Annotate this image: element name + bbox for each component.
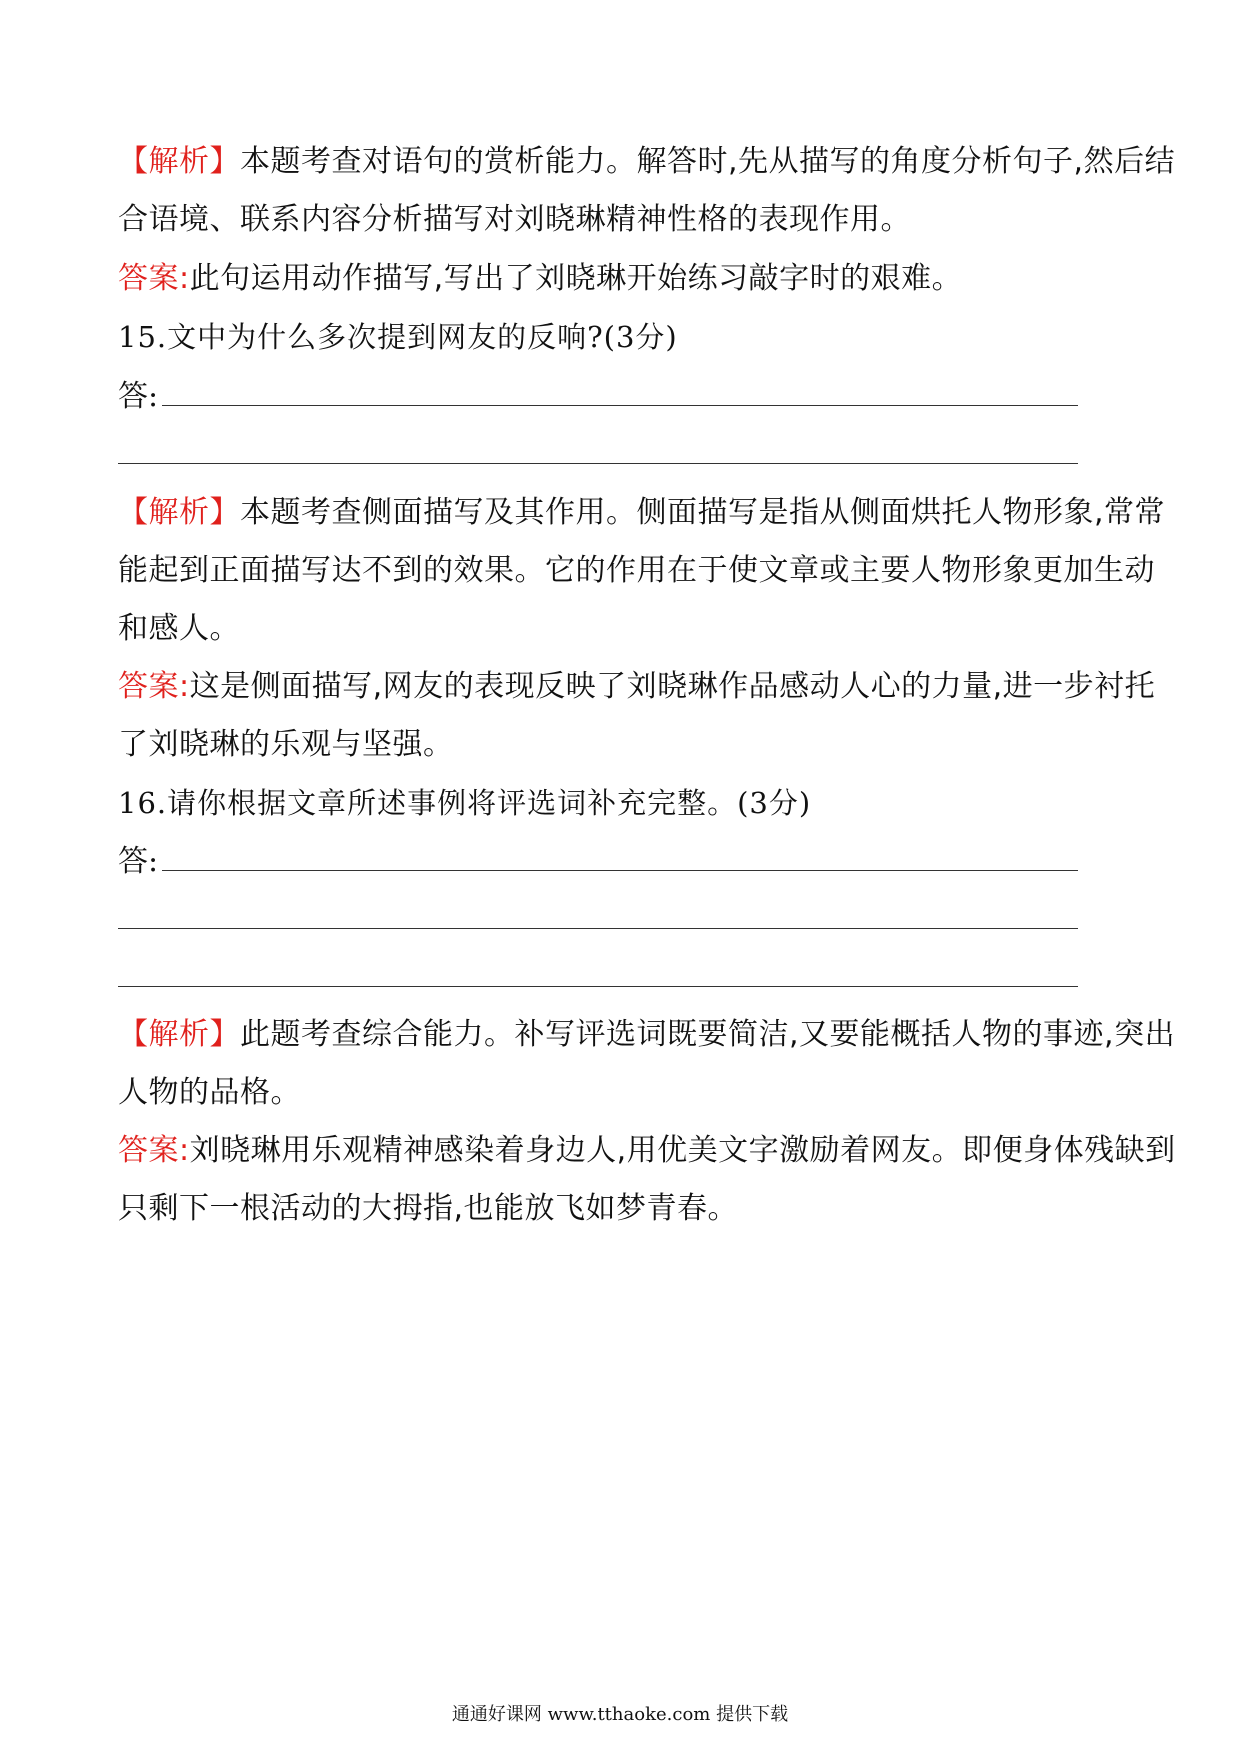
analysis-paragraph-2-line-1 xyxy=(118,493,1166,533)
answer-blank-line[interactable] xyxy=(118,928,1078,929)
answer-paragraph-3-line-1 xyxy=(118,1131,1176,1171)
answer-paragraph-3-line-2: 只剩下一根活动的大拇指,也能放飞如梦青春。 xyxy=(118,1191,739,1226)
answer-paragraph-2-line-2: 了刘晓琳的乐观与坚强。 xyxy=(118,727,454,762)
analysis-paragraph-2-line-3: 和感人。 xyxy=(118,611,240,646)
answer-text: 此句运用动作描写,写出了刘晓琳开始练习敲字时的艰难。 xyxy=(189,261,963,296)
analysis-paragraph-3-line-1 xyxy=(118,1015,1176,1055)
analysis-text: 本题考查对语句的赏析能力。解答时,先从描写的角度分析句子,然后结 xyxy=(240,144,1176,179)
answer-blank-line[interactable] xyxy=(162,405,1078,406)
answer-blank-line[interactable] xyxy=(118,463,1078,464)
answer-label: 答案: xyxy=(118,261,190,296)
footer-source-note: 通通好课网 www.tthaoke.com 提供下载 xyxy=(451,1704,789,1725)
answer-prompt-16: 答: xyxy=(118,844,159,879)
answer-text: 刘晓琳用乐观精神感染着身边人,用优美文字激励着网友。即便身体残缺到 xyxy=(189,1133,1176,1168)
analysis-paragraph-1-line-1 xyxy=(118,142,1176,182)
question-15: 15.文中为什么多次提到网友的反响?(3分) xyxy=(118,320,678,354)
analysis-label: 【解析】 xyxy=(118,495,240,530)
answer-paragraph-2-line-1 xyxy=(118,667,1156,707)
analysis-text: 此题考查综合能力。补写评选词既要简洁,又要能概括人物的事迹,突出 xyxy=(240,1017,1176,1052)
answer-paragraph-1 xyxy=(118,259,1128,299)
answer-label: 答案: xyxy=(118,1133,190,1168)
question-16: 16.请你根据文章所述事例将评选词补充完整。(3分) xyxy=(118,786,812,820)
analysis-text: 本题考查侧面描写及其作用。侧面描写是指从侧面烘托人物形象,常常 xyxy=(240,495,1166,530)
answer-blank-line[interactable] xyxy=(118,986,1078,987)
answer-blank-line[interactable] xyxy=(162,870,1078,871)
analysis-paragraph-3-line-2: 人物的品格。 xyxy=(118,1075,301,1110)
answer-label: 答案: xyxy=(118,669,190,704)
analysis-label: 【解析】 xyxy=(118,1017,240,1052)
answer-text: 这是侧面描写,网友的表现反映了刘晓琳作品感动人心的力量,进一步衬托 xyxy=(189,669,1156,704)
analysis-paragraph-1-line-2: 合语境、联系内容分析描写对刘晓琳精神性格的表现作用。 xyxy=(118,202,911,237)
analysis-paragraph-2-line-2: 能起到正面描写达不到的效果。它的作用在于使文章或主要人物形象更加生动 xyxy=(118,553,1155,588)
answer-prompt-15: 答: xyxy=(118,379,159,414)
analysis-label: 【解析】 xyxy=(118,144,240,179)
